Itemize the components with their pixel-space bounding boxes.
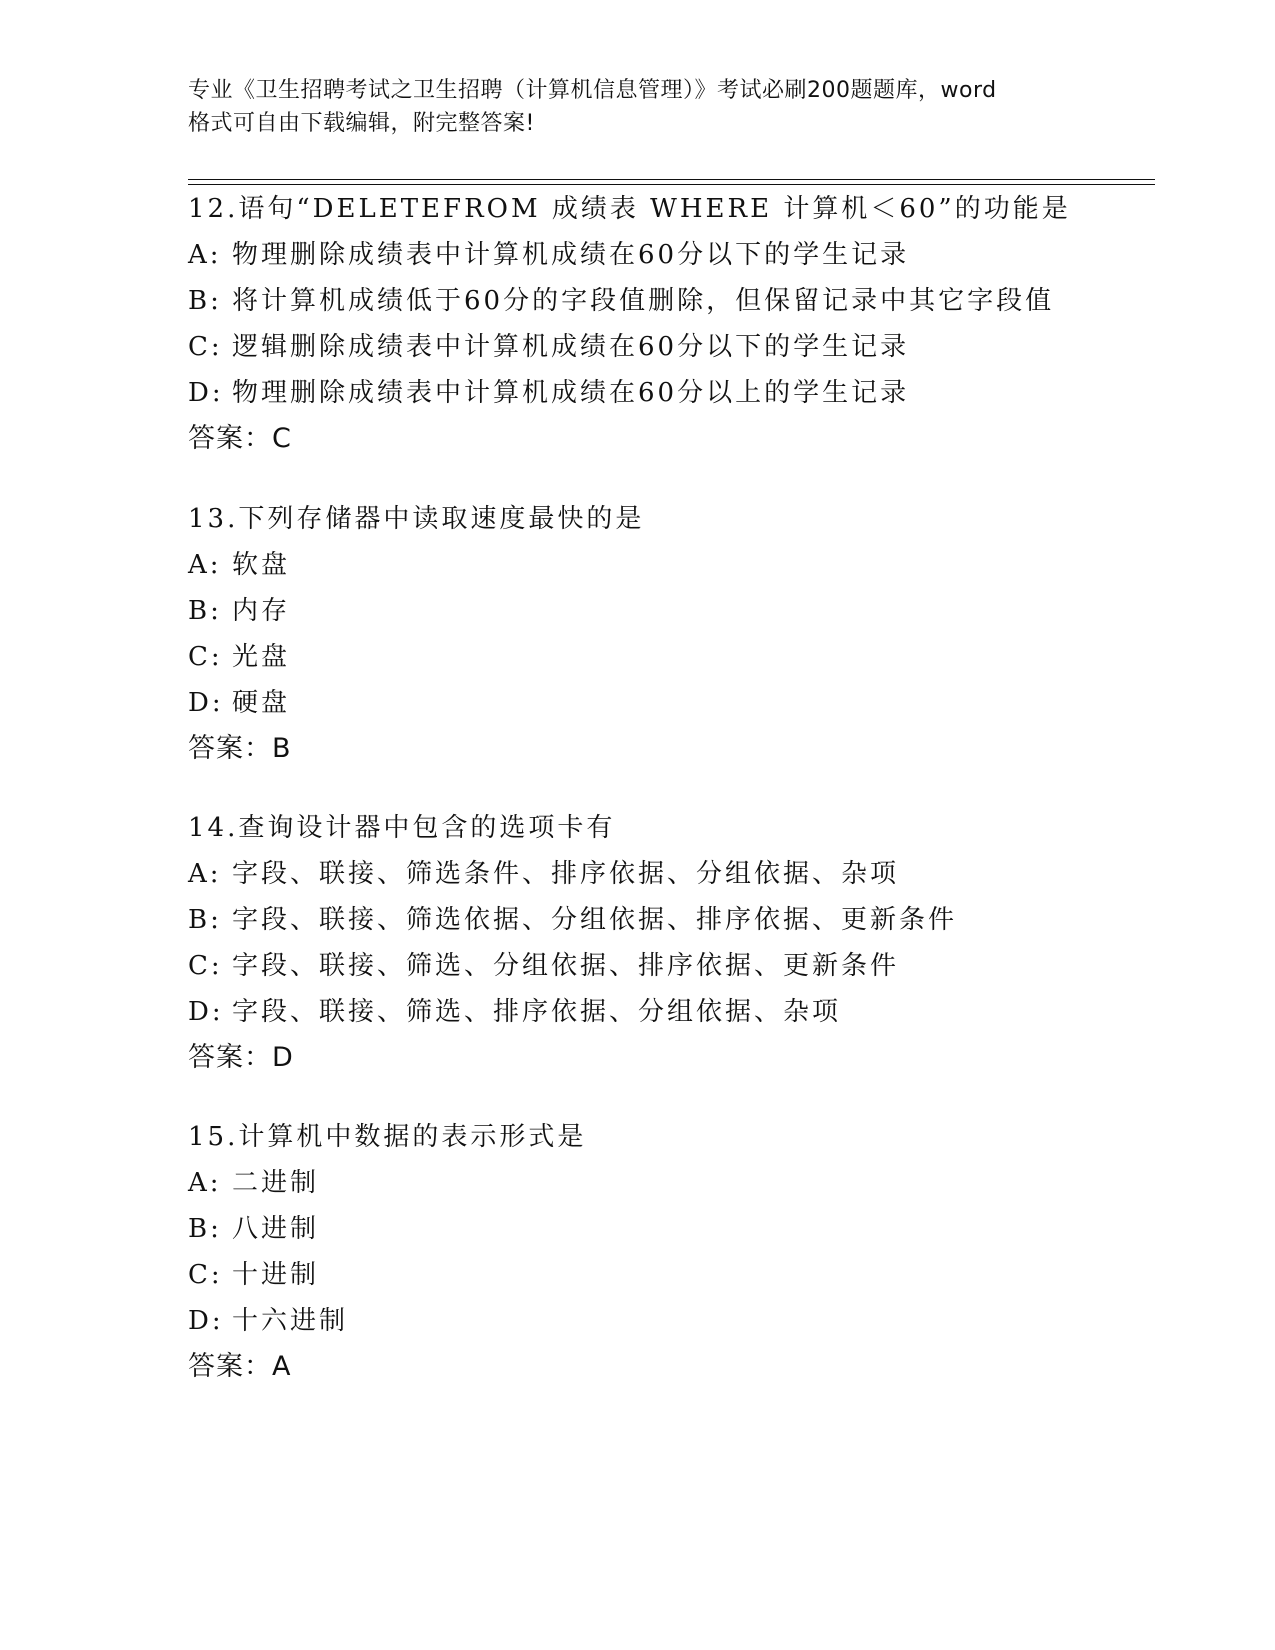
option-text: 字段、联接、筛选、排序依据、分组依据、杂项: [232, 997, 842, 1027]
option-letter: A:: [188, 1168, 222, 1198]
option-letter: C:: [188, 642, 223, 672]
option-b: [188, 278, 1188, 324]
option-b: [188, 897, 1188, 943]
option-letter: A:: [188, 240, 222, 270]
question-stem: 13.下列存储器中读取速度最快的是: [188, 504, 645, 534]
option-letter: D:: [188, 378, 224, 408]
question-stem: 14.查询设计器中包含的选项卡有: [188, 813, 616, 843]
option-text: 八进制: [232, 1214, 320, 1244]
option-letter: D:: [188, 688, 224, 718]
document-header: [188, 74, 1088, 140]
answer-text: 答案：B: [188, 733, 292, 764]
option-letter: C:: [188, 951, 223, 981]
option-c: [188, 1252, 1188, 1298]
option-letter: C:: [188, 332, 223, 362]
header-divider-bottom: [188, 184, 1155, 185]
option-text: 十六进制: [232, 1306, 349, 1336]
question-13: [188, 496, 1188, 772]
question-14: [188, 805, 1188, 1081]
option-letter: A:: [188, 859, 222, 889]
option-a: [188, 232, 1188, 278]
header-line-1: 专业《卫生招聘考试之卫生招聘（计算机信息管理）》考试必刷200题题库，word: [188, 78, 997, 103]
option-letter: B:: [188, 286, 222, 316]
header-divider-top: [188, 179, 1155, 180]
option-b: [188, 588, 1188, 634]
option-d: [188, 1298, 1188, 1344]
option-text: 软盘: [232, 550, 291, 580]
option-text: 内存: [232, 596, 291, 626]
option-d: [188, 680, 1188, 726]
option-letter: B:: [188, 596, 222, 626]
option-text: 将计算机成绩低于60分的字段值删除，但保留记录中其它字段值: [232, 286, 1055, 316]
option-text: 字段、联接、筛选、分组依据、排序依据、更新条件: [232, 951, 900, 981]
option-letter: C:: [188, 1260, 223, 1290]
answer-text: 答案：C: [188, 423, 292, 454]
option-text: 逻辑删除成绩表中计算机成绩在60分以下的学生记录: [232, 332, 910, 362]
question-stem: 15.计算机中数据的表示形式是: [188, 1122, 587, 1152]
option-a: [188, 542, 1188, 588]
option-d: [188, 989, 1188, 1035]
option-a: [188, 851, 1188, 897]
option-letter: A:: [188, 550, 222, 580]
option-text: 字段、联接、筛选依据、分组依据、排序依据、更新条件: [232, 905, 958, 935]
option-letter: D:: [188, 997, 224, 1027]
option-text: 光盘: [232, 642, 291, 672]
question-stem: 12.语句“DELETEFROM 成绩表 WHERE 计算机＜60”的功能是: [188, 194, 1071, 224]
option-text: 物理删除成绩表中计算机成绩在60分以下的学生记录: [232, 240, 910, 270]
option-letter: B:: [188, 905, 222, 935]
option-b: [188, 1206, 1188, 1252]
option-text: 硬盘: [232, 688, 291, 718]
header-line-2: 格式可自由下载编辑，附完整答案!: [188, 111, 535, 136]
option-d: [188, 370, 1188, 416]
answer-text: 答案：A: [188, 1351, 292, 1382]
option-text: 字段、联接、筛选条件、排序依据、分组依据、杂项: [232, 859, 900, 889]
option-c: [188, 943, 1188, 989]
question-15: [188, 1114, 1188, 1390]
option-letter: B:: [188, 1214, 222, 1244]
option-letter: D:: [188, 1306, 224, 1336]
option-text: 二进制: [232, 1168, 320, 1198]
option-text: 物理删除成绩表中计算机成绩在60分以上的学生记录: [232, 378, 910, 408]
option-c: [188, 324, 1188, 370]
answer-text: 答案：D: [188, 1042, 294, 1073]
option-text: 十进制: [232, 1260, 320, 1290]
option-c: [188, 634, 1188, 680]
option-a: [188, 1160, 1188, 1206]
question-12: [188, 186, 1188, 462]
